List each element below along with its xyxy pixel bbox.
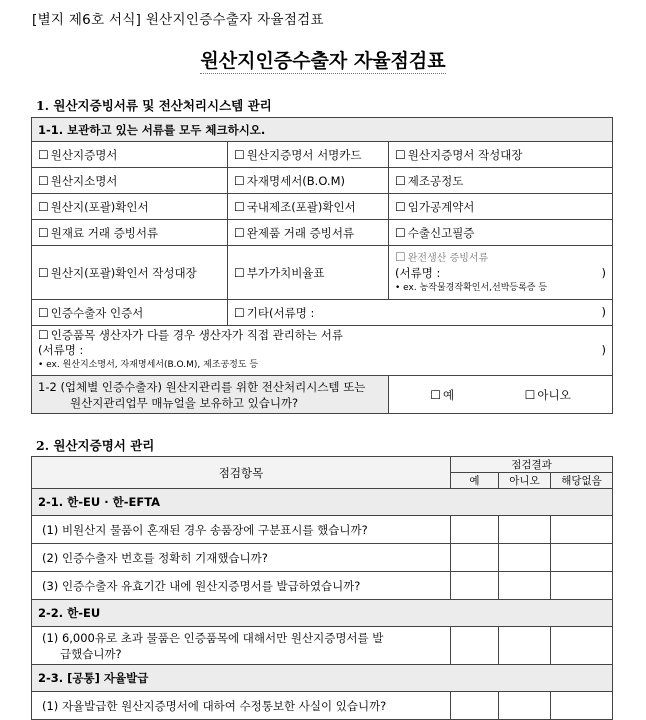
q1-2-answer [389,376,613,414]
check-item: (1) 6,000유로 초과 물품은 인증품목에 대해서만 원산지증명서를 발 급했습니까? [32,627,451,665]
yes-checkbox[interactable]: ☐ 예 [430,387,455,402]
table-row [32,692,613,720]
question-1-2: 1-2 (업체별 인증수출자) 원산지관리를 위한 전산처리시스템 또는 원산지관리업무 매뉴얼을 보유하고 있습니까? [32,376,389,414]
section2-heading: 2. 원산지증명서 관리 [36,438,155,453]
answer-yes-cell[interactable] [451,627,499,665]
document-checklist-table [31,117,613,414]
answer-no-cell[interactable] [499,692,551,720]
table-row [32,627,613,665]
doc-checkbox[interactable]: ☐ 인증수출자 인증서 [32,300,228,326]
subsection-2-1: 2-1. 한-EU · 한-EFTA [32,489,613,516]
doc-checkbox-complete-production[interactable]: ☐ 완전생산 증빙서류 (서류명 : ) • ex. 농작물경작확인서,선박등록증 등 [389,246,613,300]
certificate-check-table [31,456,613,720]
doc-checkbox[interactable]: ☐ 원산지소명서 [32,168,228,194]
doc-checkbox[interactable]: ☐ 제조공정도 [389,168,613,194]
check-item: (2) 인증수출자 번호를 정확히 기재했습니까? [32,544,451,572]
doc-checkbox[interactable]: ☐ 부가가치비율표 [228,246,389,300]
no-checkbox[interactable]: ☐ 아니오 [524,387,571,402]
doc-checkbox[interactable]: ☐ 국내제조(포괄)확인서 [228,194,389,220]
answer-no-cell[interactable] [499,572,551,600]
doc-checkbox[interactable]: ☐ 완제품 거래 증빙서류 [228,220,389,246]
doc-checkbox-other[interactable]: ☐ 기타(서류명 : ) [228,300,613,326]
doc-checkbox[interactable]: ☐ 임가공계약서 [389,194,613,220]
question-1-1: 1-1. 보관하고 있는 서류를 모두 체크하시오. [32,118,613,142]
answer-na-cell[interactable] [551,544,613,572]
table-row [32,194,613,220]
answer-no-cell[interactable] [499,544,551,572]
answer-no-cell[interactable] [499,516,551,544]
check-item: (1) 비원산지 물품이 혼재된 경우 송품장에 구분표시를 했습니까? [32,516,451,544]
form-label: [별지 제6호 서식] 원산지인증수출자 자율점검표 [32,12,324,28]
subsection-2-3: 2-3. [공통] 자율발급 [32,665,613,692]
doc-checkbox[interactable]: ☐ 원재료 거래 증빙서류 [32,220,228,246]
answer-na-cell[interactable] [551,692,613,720]
table-row [32,220,613,246]
answer-na-cell[interactable] [551,572,613,600]
answer-yes-cell[interactable] [451,516,499,544]
table-row [32,572,613,600]
table-row [32,326,613,376]
check-item: (1) 자율발급한 원산지증명서에 대하여 수정통보한 사실이 있습니까? [32,692,451,720]
answer-na-cell[interactable] [551,516,613,544]
col-result-header: 점검결과 [451,457,613,473]
doc-checkbox[interactable]: ☐ 원산지(포괄)확인서 [32,194,228,220]
table-row [32,300,613,326]
doc-checkbox[interactable]: ☐ 원산지증명서 [32,142,228,168]
section1-heading: 1. 원산지증빙서류 및 전산처리시스템 관리 [36,98,272,113]
doc-checkbox[interactable]: ☐ 원산지증명서 서명카드 [228,142,389,168]
answer-yes-cell[interactable] [451,572,499,600]
check-item: (3) 인증수출자 유효기간 내에 원산지증명서를 발급하였습니까? [32,572,451,600]
doc-checkbox[interactable]: ☐ 자재명세서(B.O.M) [228,168,389,194]
table-row [32,168,613,194]
col-no-header: 아니오 [499,473,551,489]
doc-checkbox[interactable]: ☐ 원산지(포괄)확인서 작성대장 [32,246,228,300]
page-title: 원산지인증수출자 자율점검표 [200,50,446,72]
col-yes-header: 예 [451,473,499,489]
table-row [32,376,613,414]
col-na-header: 해당없음 [551,473,613,489]
col-item-header: 점검항목 [32,457,451,489]
table-row [32,142,613,168]
table-row [32,544,613,572]
table-row [32,246,613,300]
doc-checkbox[interactable]: ☐ 수출신고필증 [389,220,613,246]
doc-checkbox[interactable]: ☐ 원산지증명서 작성대장 [389,142,613,168]
table-row [32,516,613,544]
answer-na-cell[interactable] [551,627,613,665]
subsection-2-2: 2-2. 한-EU [32,600,613,627]
answer-yes-cell[interactable] [451,544,499,572]
answer-yes-cell[interactable] [451,692,499,720]
doc-checkbox-producer[interactable]: ☐ 인증품목 생산자가 다를 경우 생산자가 직접 관리하는 서류 (서류명 : ) • ex. 원산지소명서, 자재명세서(B.O.M), 제조공정도 등 [32,326,613,376]
answer-no-cell[interactable] [499,627,551,665]
